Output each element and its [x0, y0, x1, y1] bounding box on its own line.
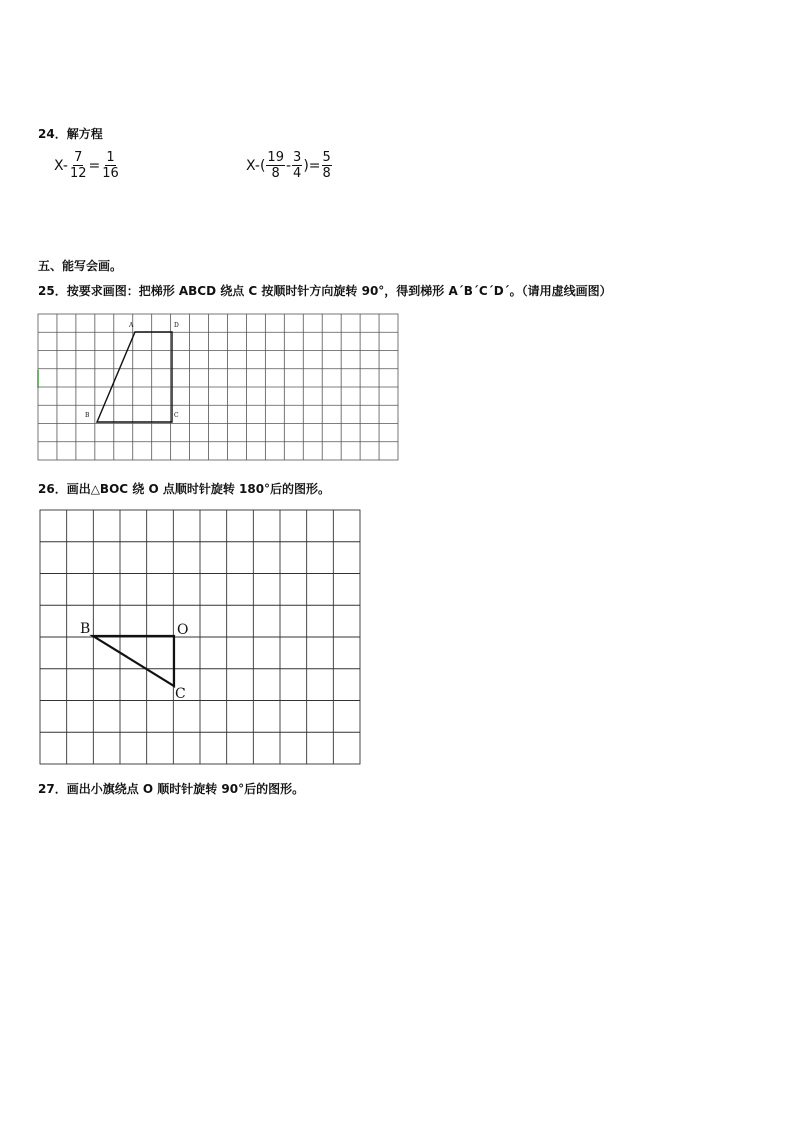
q26-grid	[40, 510, 360, 764]
q27-text: 27．画出小旗绕点 O 顺时针旋转 90°后的图形。	[38, 782, 305, 796]
q25-grid	[38, 314, 398, 460]
numerator: 7	[74, 150, 83, 165]
numerator: 19	[267, 150, 284, 165]
eq1-x: X-	[54, 157, 68, 174]
eq2-x: X-(	[246, 157, 266, 174]
q26-text: 26．画出△BOC 绕 O 点顺时针旋转 180°后的图形。	[38, 482, 331, 496]
q26-grid-lines	[40, 510, 360, 764]
numerator: 3	[293, 150, 302, 165]
eq1-equals: =	[88, 157, 101, 174]
label-c2: C	[175, 686, 186, 702]
eq2-minus: -	[285, 157, 292, 174]
denominator: 8	[271, 166, 280, 181]
numerator: 5	[322, 150, 331, 165]
label-b2: B	[80, 621, 91, 637]
trapezoid-abcd	[97, 332, 172, 422]
label-d: D	[174, 322, 179, 329]
denominator: 8	[322, 166, 331, 181]
denominator: 16	[102, 166, 119, 181]
denominator: 4	[293, 166, 302, 181]
q25-text: 25．按要求画图：把梯形 ABCD 绕点 C 按顺时针方向旋转 90°，得到梯形 A´B´C´D´。（请用虚线画图）	[38, 284, 612, 298]
q25-grid-lines	[38, 314, 398, 460]
label-a: A	[129, 322, 134, 329]
denominator: 12	[69, 166, 87, 181]
triangle-boc	[93, 636, 174, 686]
label-c: C	[174, 412, 179, 419]
label-b: B	[85, 412, 90, 419]
section-5-title: 五、能写会画。	[38, 259, 123, 273]
eq2-close: )=	[303, 157, 321, 174]
q24-title: 24．解方程	[38, 127, 103, 141]
numerator: 1	[106, 150, 115, 165]
label-o: O	[177, 622, 189, 638]
